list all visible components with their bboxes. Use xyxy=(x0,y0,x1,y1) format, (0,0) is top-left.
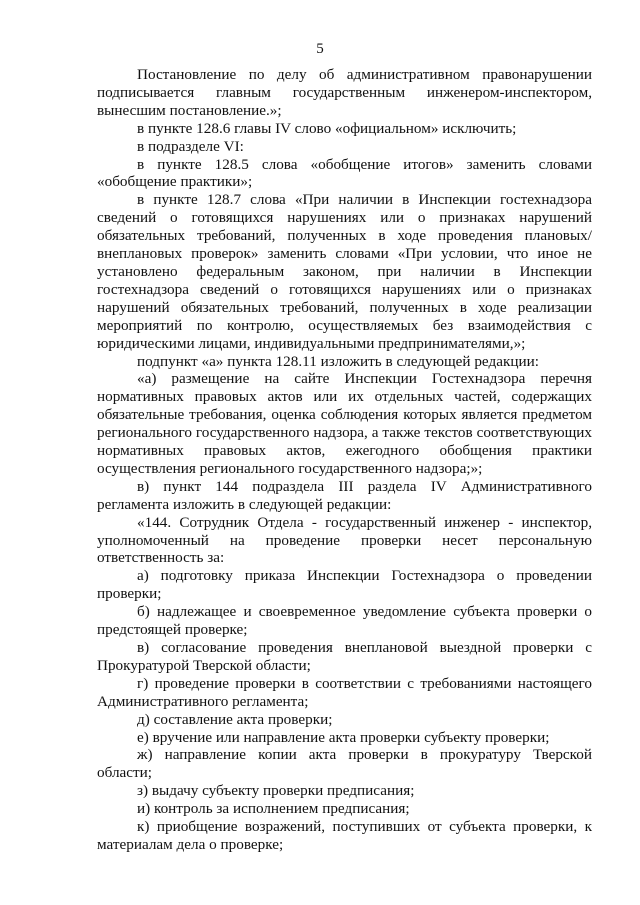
list-item: е) вручение или направление акта проверки субъекту проверки; xyxy=(137,728,550,746)
document-body xyxy=(97,66,592,854)
list-item: б) надлежащее и своевременное уведомление субъекта проверки о предстоящей проверке; xyxy=(97,603,592,639)
paragraph: в пункте 128.6 главы IV слово «официальном» исключить; xyxy=(137,119,517,137)
list-item: д) составление акта проверки; xyxy=(137,710,333,728)
list-item: в) согласование проведения внеплановой выездной проверки с Прокуратурой Тверской области; xyxy=(97,639,592,674)
paragraph: в) пункт 144 подраздела III раздела IV Административного регламента изложить в следующей редакции: xyxy=(97,477,592,513)
list-item: а) подготовку приказа Инспекции Гостехнадзора о проведении проверки; xyxy=(97,567,592,603)
paragraph: в подразделе VI: xyxy=(137,137,244,155)
list-item: г) проведение проверки в соответствии с требованиями настоящего Административного регламента; xyxy=(97,674,592,710)
list-item: и) контроль за исполнением предписания; xyxy=(137,800,410,818)
list-item: к) приобщение возражений, поступивших от субъекта проверки, к материалам дела о проверке; xyxy=(97,818,592,853)
paragraph: подпункт «а» пункта 128.11 изложить в следующей редакции: xyxy=(137,352,539,370)
paragraph: в пункте 128.7 слова «При наличии в Инспекции гостехнадзора сведений о готовящихся нарушениях или о признаках нарушений обязательных требований, полученных в ходе проведения плановых/внеплановых проверок» заменить словами «При условии, что иное не установлено федеральным законом, при наличии в Инспекции гостехнадзора сведений о готовящихся нарушениях или о признаках нарушений обязательных требований, полученных в ходе реализации мероприятий по контролю, осуществляемых без взаимодействия с юридическими лицами, индивидуальными предпринимателями,»; xyxy=(97,191,592,352)
list-item: з) выдачу субъекту проверки предписания; xyxy=(137,782,415,800)
paragraph: в пункте 128.5 слова «обобщение итогов» заменить словами «обобщение практики»; xyxy=(97,155,592,191)
paragraph: «а) размещение на сайте Инспекции Гостехнадзора перечня нормативных правовых актов или их отдельных частей, содержащих обязательные требования, оценка соблюдения которых является предметом регионального государственного надзора, а также текстов соответствующих нормативных правовых актов, ежегодного обобщения практики осуществления регионального государственного надзора;»; xyxy=(97,370,592,477)
paragraph: Постановление по делу об административном правонарушении подписывается главным государственным инженером-инспектором, вынесшим постановление.»; xyxy=(97,66,592,119)
list-item: ж) направление копии акта проверки в прокуратуру Тверской области; xyxy=(97,746,592,782)
page-number: 5 xyxy=(316,41,324,57)
paragraph: «144. Сотрудник Отдела - государственный инженер - инспектор, уполномоченный на проведение проверки несет персональную ответственность за: xyxy=(97,513,592,567)
